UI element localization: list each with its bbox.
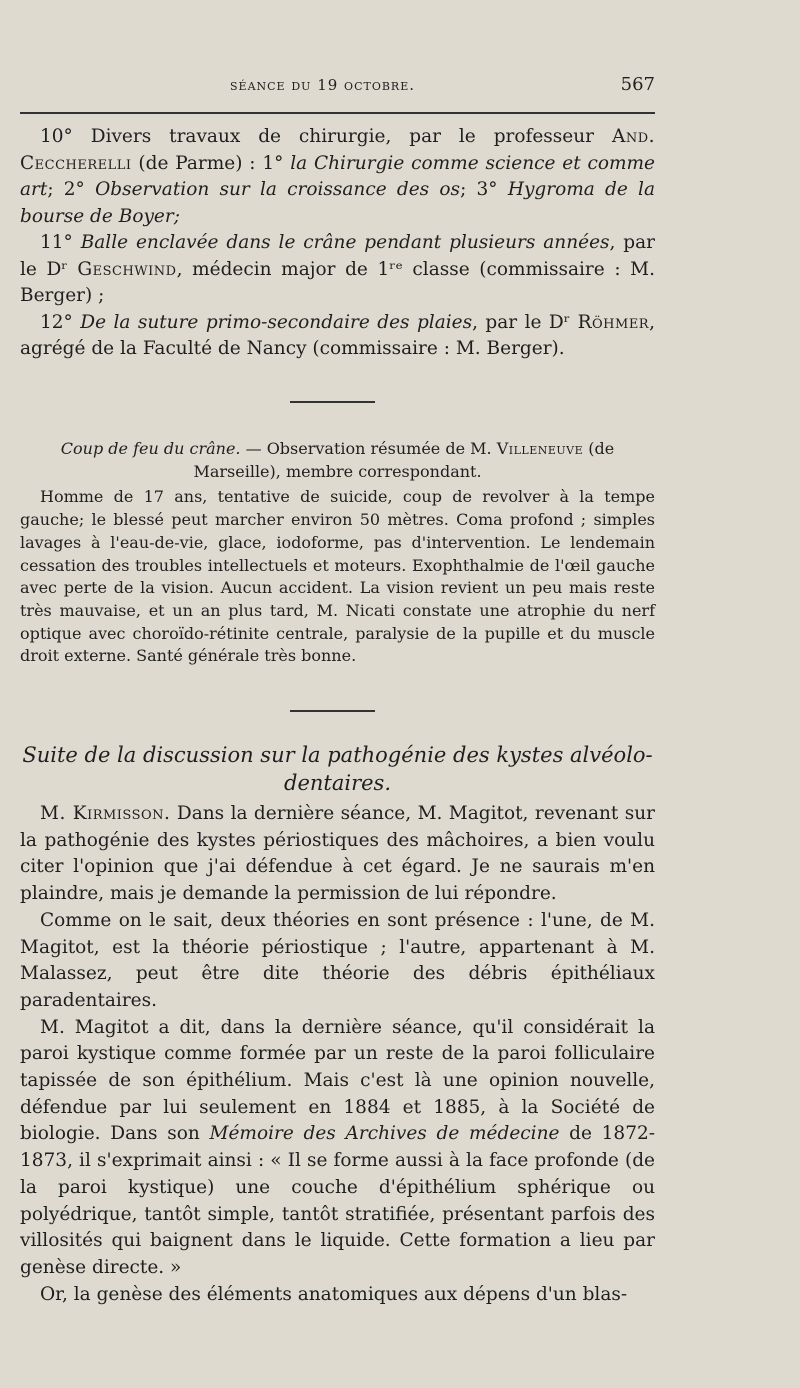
- section-rule-2: [290, 710, 375, 712]
- discussion-p3: M. Magitot a dit, dans la dernière séance, qu'il considérait la paroi kystique comme formée par un reste de la paroi folliculaire tapissée de son épithélium. Mais c'est là une opinion nouvelle, défendue par lui seulement en 1884 et 1885, à la Société de biologie. Dans son Mémoire des Archives de médecine de 1872-1873, il s'exprimait ainsi : « Il se forme aussi à la face profonde (de la paroi kystique) une couche d'épithélium sphérique ou polyédrique, tantôt simple, tantôt stratifiée, présentant parfois des villosités qui baignent dans le liquide. Cette formation a lieu par genèse directe. »: [20, 1016, 655, 1278]
- header-rule: [20, 112, 655, 114]
- discussion-p1: M. Kirmisson. Dans la dernière séance, M. Magitot, revenant sur la pathogénie des kystes périostiques des mâchoires, a bien voulu citer l'opinion que j'ai défendue à cet égard. Je ne saurais m'en plaindre, mais je demande la permission de lui répondre.: [20, 803, 656, 905]
- coup-de-feu-heading: Coup de feu du crâne. — Observation résumée de M. Villeneuve (de Marseille), membre correspondant.: [60, 439, 615, 481]
- item-11: 11° Balle enclavée dans le crâne pendant plusieurs années, par le Dʳ Geschwind, médecin major de 1ʳᵉ classe (commissaire : M. Berger) ;: [20, 232, 655, 306]
- author-geschwind: Geschwind: [77, 258, 177, 280]
- speaker-kirmisson: M. Kirmisson.: [40, 803, 171, 824]
- discussion-p4: Or, la genèse des éléments anatomiques aux dépens d'un blas-: [40, 1283, 628, 1305]
- item-12: 12° De la suture primo-secondaire des plaies, par le Dʳ Röhmer, agrégé de la Faculté de Nancy (commissaire : M. Berger).: [20, 311, 655, 359]
- coup-de-feu-section: [20, 438, 655, 668]
- author-rohmer: Röhmer: [577, 311, 650, 333]
- discussion-text: [20, 801, 655, 1308]
- section-heading: Suite de la discussion sur la pathogénie des kystes alvéolo-dentaires.: [22, 743, 653, 795]
- coup-de-feu-body: Homme de 17 ans, tentative de suicide, coup de revolver à la tempe gauche; le blessé peut marcher environ 50 mètres. Coma profond ; simples lavages à l'eau-de-vie, glace, iodoforme, pas d'intervention. Le lendemain cessation des troubles intellectuels et moteurs. Exophthalmie de l'œil gauche avec perte de la vision. Aucun accident. La vision revient un peu mais reste très mauvaise, et un an plus tard, M. Nicati constate une atrophie du nerf optique avec choroïdo-rétinite centrale, paralysie de la pupille et du muscle droit externe. Santé générale très bonne.: [20, 487, 655, 666]
- page-header: [20, 72, 655, 102]
- running-title: séance du 19 octobre.: [230, 76, 416, 94]
- item-10: 10° Divers travaux de chirurgie, par le professeur And. Ceccherelli (de Parme) : 1° la Chirurgie comme science et comme art; 2° Observation sur la croissance des os; 3° Hygroma de la bourse de Boyer;: [20, 126, 656, 227]
- page-number: 567: [620, 74, 655, 95]
- section-rule-1: [290, 401, 375, 403]
- discussion-p2: Comme on le sait, deux théories en sont présence : l'une, de M. Magitot, est la théorie périostique ; l'autre, appartenant à M. Malassez, peut être dite théorie des débris épithéliaux paradentaires.: [20, 909, 655, 1011]
- author-ceccherelli: And. Ceccherelli: [20, 126, 655, 174]
- communications-list: [20, 124, 655, 363]
